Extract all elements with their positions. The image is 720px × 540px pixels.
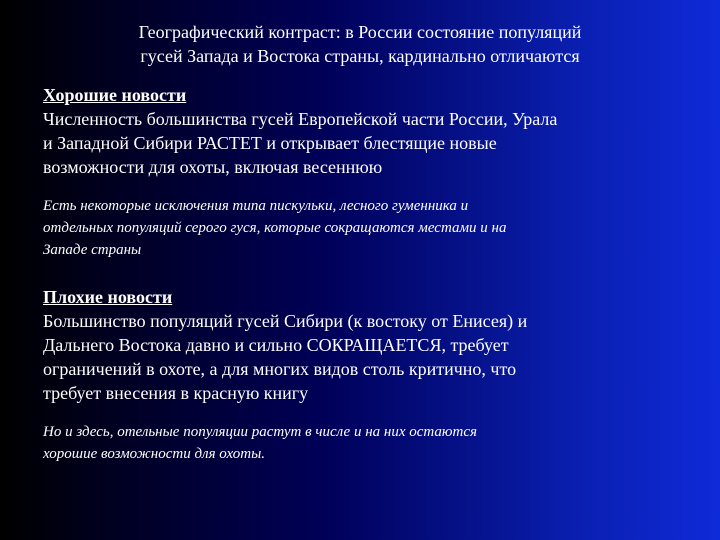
good-news-line: и Западной Сибири РАСТЕТ и открывает блестящие новые — [43, 133, 497, 153]
slide-title — [60, 20, 660, 68]
spacer — [43, 261, 683, 285]
good-news-heading: Хорошие новости — [43, 85, 187, 105]
good-news-note-line: Есть некоторые исключения типа пискульки, лесного гуменника и — [43, 198, 469, 214]
good-news-line: Численность большинства гусей Европейской части России, Урала — [43, 109, 558, 129]
title-line: гусей Запада и Востока страны, кардинально отличаются — [140, 46, 580, 66]
good-news-note-line: Западе страны — [43, 242, 142, 258]
bad-news-line: требует внесения в красную книгу — [43, 383, 309, 403]
slide-content — [43, 83, 683, 465]
spacer — [43, 179, 683, 195]
good-news-section — [43, 83, 683, 261]
bad-news-note-line: Но и здесь, отельные популяции растут в числе и на них остаются — [43, 424, 477, 440]
bad-news-line: Большинство популяций гусей Сибири (к востоку от Енисея) и — [43, 311, 528, 331]
bad-news-heading: Плохие новости — [43, 287, 173, 307]
bad-news-section — [43, 285, 683, 465]
bad-news-note-line: хорошие возможности для охоты. — [43, 446, 266, 462]
good-news-line: возможности для охоты, включая весеннюю — [43, 157, 383, 177]
bad-news-line: ограничений в охоте, а для многих видов столь критично, что — [43, 359, 517, 379]
good-news-note-line: отдельных популяций серого гуся, которые сокращаются местами и на — [43, 220, 507, 236]
bad-news-line: Дальнего Востока давно и сильно СОКРАЩАЕТСЯ, требует — [43, 335, 509, 355]
title-line: Географический контраст: в России состояние популяций — [138, 22, 582, 42]
spacer — [43, 405, 683, 421]
